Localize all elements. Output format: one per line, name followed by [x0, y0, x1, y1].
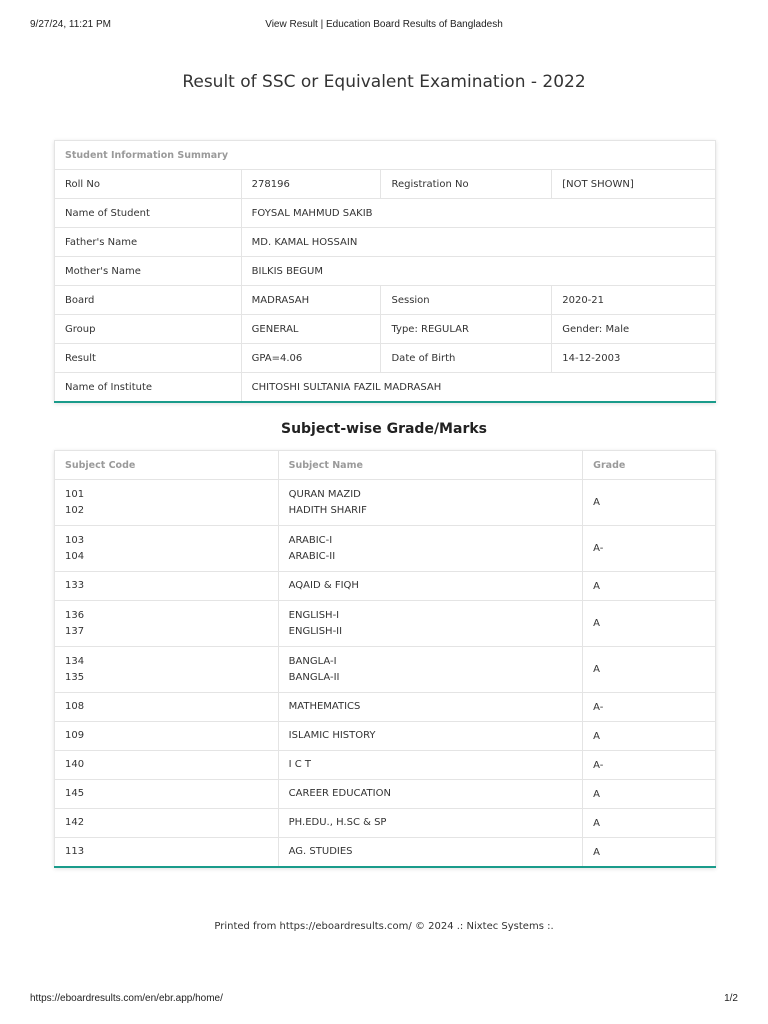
page-title: Result of SSC or Equivalent Examination - 2022 [182, 72, 586, 92]
board-label: Board [55, 286, 242, 315]
subject-code: 103 [65, 534, 85, 546]
subject-name-cell [278, 693, 583, 722]
info-row-father [55, 228, 716, 257]
info-row-mother [55, 257, 716, 286]
student-name-value: FOYSAL MAHMUD SAKIB [241, 199, 715, 228]
session-value: 2020-21 [552, 286, 716, 315]
subject-name: HADITH SHARIF [288, 504, 367, 516]
institute-label: Name of Institute [55, 373, 242, 403]
gender-value: Gender: Male [552, 315, 716, 344]
subject-name: AG. STUDIES [288, 846, 353, 857]
subject-name: MATHEMATICS [288, 701, 361, 712]
board-value: MADRASAH [241, 286, 381, 315]
subject-code: 133 [65, 580, 85, 591]
subject-code-cell [55, 572, 279, 601]
subject-code: 108 [65, 701, 85, 712]
grades-heading: Subject-wise Grade/Marks [280, 421, 487, 437]
subject-code-cell [55, 838, 279, 868]
info-row-result [55, 344, 716, 373]
subject-code-cell [55, 780, 279, 809]
student-info-caption: Student Information Summary [55, 141, 716, 170]
result-label: Result [55, 344, 242, 373]
subject-name: PH.EDU., H.SC & SP [288, 817, 387, 828]
registration-value: [NOT SHOWN] [552, 170, 716, 199]
father-name-label: Father's Name [55, 228, 242, 257]
subject-name: AQAID & FIQH [288, 580, 359, 591]
subject-row [55, 809, 716, 838]
subject-name: ENGLISH-II [288, 625, 343, 637]
info-row-name [55, 199, 716, 228]
info-caption-row [55, 141, 716, 170]
roll-value: 278196 [241, 170, 381, 199]
subject-row [55, 780, 716, 809]
col-subject-code: Subject Code [55, 451, 279, 480]
subject-row [55, 693, 716, 722]
subject-code: 101 [65, 488, 85, 500]
grades-table [54, 450, 716, 868]
printed-from-note: Printed from https://eboardresults.com/ © 2024 .: Nixtec Systems :. [214, 921, 554, 932]
subject-code: 102 [65, 504, 85, 516]
registration-label: Registration No [381, 170, 552, 199]
subject-name: ENGLISH-I [288, 609, 340, 621]
info-row-group [55, 315, 716, 344]
subject-code: 134 [65, 655, 85, 667]
page-number: 1/2 [724, 993, 738, 1004]
subject-grade: A [583, 572, 716, 601]
mother-name-value: BILKIS BEGUM [241, 257, 715, 286]
subject-grade: A [583, 480, 716, 526]
print-datetime: 9/27/24, 11:21 PM [30, 19, 111, 30]
subject-grade: A [583, 601, 716, 647]
subject-name: BANGLA-II [288, 671, 340, 683]
father-name-value: MD. KAMAL HOSSAIN [241, 228, 715, 257]
subject-grade: A [583, 809, 716, 838]
subject-name-cell [278, 601, 583, 647]
subject-name-cell [278, 647, 583, 693]
subject-code-cell [55, 526, 279, 572]
subject-name: ISLAMIC HISTORY [288, 730, 376, 741]
subject-row [55, 480, 716, 526]
print-header [30, 19, 738, 33]
subject-name: BANGLA-I [288, 655, 337, 667]
subject-code-cell [55, 809, 279, 838]
subject-grade: A [583, 780, 716, 809]
subject-row [55, 647, 716, 693]
subject-name: I C T [288, 759, 312, 770]
roll-label: Roll No [55, 170, 242, 199]
result-value: GPA=4.06 [241, 344, 381, 373]
student-name-label: Name of Student [55, 199, 242, 228]
subject-name-cell [278, 526, 583, 572]
subject-row [55, 722, 716, 751]
session-label: Session [381, 286, 552, 315]
subject-code: 145 [65, 788, 85, 799]
subject-name-cell [278, 480, 583, 526]
subject-name-cell [278, 838, 583, 868]
subject-code: 136 [65, 609, 85, 621]
student-info-table [54, 140, 716, 403]
info-row-board [55, 286, 716, 315]
subject-grade: A [583, 838, 716, 868]
subject-row [55, 601, 716, 647]
subject-grade: A [583, 647, 716, 693]
type-value: Type: REGULAR [381, 315, 552, 344]
subject-name-cell [278, 572, 583, 601]
subject-code: 135 [65, 671, 85, 683]
subject-name-cell [278, 751, 583, 780]
subject-name: QURAN MAZID [288, 488, 361, 500]
subject-row [55, 572, 716, 601]
subject-code: 140 [65, 759, 85, 770]
subject-grade: A [583, 722, 716, 751]
col-grade: Grade [583, 451, 716, 480]
subject-code: 137 [65, 625, 85, 637]
subject-code: 142 [65, 817, 85, 828]
grades-header-row [55, 451, 716, 480]
subject-code-cell [55, 751, 279, 780]
print-page-title: View Result | Education Board Results of Bangladesh [265, 19, 503, 30]
subject-name: CAREER EDUCATION [288, 788, 391, 799]
subject-grade: A- [583, 751, 716, 780]
subject-row [55, 838, 716, 868]
col-subject-name: Subject Name [278, 451, 583, 480]
print-url: https://eboardresults.com/en/ebr.app/home/ [30, 993, 223, 1004]
dob-label: Date of Birth [381, 344, 552, 373]
subject-name-cell [278, 780, 583, 809]
print-footer [30, 993, 738, 1007]
subject-code-cell [55, 480, 279, 526]
group-value: GENERAL [241, 315, 381, 344]
dob-value: 14-12-2003 [552, 344, 716, 373]
subject-code-cell [55, 647, 279, 693]
info-row-roll [55, 170, 716, 199]
subject-name-cell [278, 722, 583, 751]
subject-code: 113 [65, 846, 85, 857]
subject-row [55, 526, 716, 572]
subject-code: 104 [65, 550, 85, 562]
subject-code-cell [55, 693, 279, 722]
subject-code-cell [55, 601, 279, 647]
subject-name: ARABIC-II [288, 550, 336, 562]
institute-value: CHITOSHI SULTANIA FAZIL MADRASAH [241, 373, 715, 403]
subject-code-cell [55, 722, 279, 751]
subject-row [55, 751, 716, 780]
subject-grade: A- [583, 693, 716, 722]
subject-name: ARABIC-I [288, 534, 333, 546]
subject-code: 109 [65, 730, 85, 741]
subject-grade: A- [583, 526, 716, 572]
group-label: Group [55, 315, 242, 344]
info-row-institute [55, 373, 716, 403]
subject-name-cell [278, 809, 583, 838]
mother-name-label: Mother's Name [55, 257, 242, 286]
